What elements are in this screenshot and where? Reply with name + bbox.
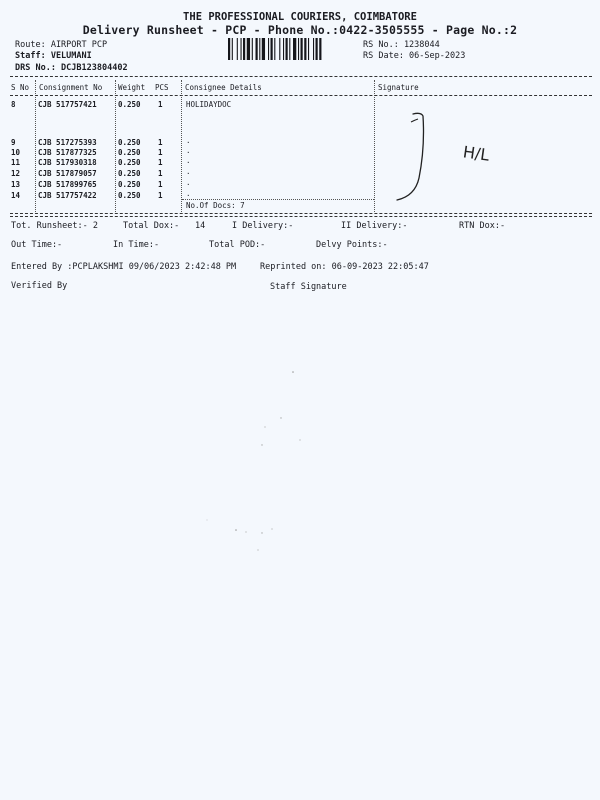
barcode-bar [247, 38, 250, 60]
barcode-bar [262, 38, 265, 60]
barcode-bar [259, 38, 260, 60]
cell-sno: 10 [11, 148, 21, 157]
cell-consignment: CJB 517877325 [38, 148, 97, 157]
barcode-bar [252, 38, 253, 60]
total-pod: Total POD:- [209, 240, 266, 250]
barcode-bar [232, 38, 233, 60]
cell-weight: 0.250 [118, 180, 141, 189]
barcode-bar [279, 38, 280, 60]
cell-sno: 8 [11, 100, 16, 109]
table-top-rule [10, 76, 592, 77]
cell-consignment: CJB 517879057 [38, 169, 97, 178]
total-dox-label: Total Dox:- [123, 221, 180, 231]
col-sep-3 [181, 80, 182, 212]
route-text: Route: AIRPORT PCP [15, 40, 108, 50]
barcode-bar [301, 38, 303, 60]
header-bottom-rule [10, 95, 592, 96]
barcode-bar [308, 38, 309, 60]
table-bottom-rule-2 [10, 216, 592, 217]
tot-runsheet: Tot. Runsheet:- 2 [11, 221, 98, 231]
barcode-bar [316, 38, 318, 60]
cell-consignment: CJB 517757422 [38, 191, 97, 200]
cell-consignment: CJB 517757421 [38, 100, 97, 109]
staff-text: Staff: VELUMANI [15, 51, 92, 61]
delvy-points: Delvy Points:- [316, 240, 388, 250]
barcode-bar [286, 38, 288, 60]
barcode-bar [237, 38, 238, 60]
cell-consignment: CJB 517930318 [38, 158, 97, 167]
barcode-bar [319, 38, 321, 60]
cell-sno: 9 [11, 138, 16, 147]
cell-weight: 0.250 [118, 169, 141, 178]
company-title: THE PROFESSIONAL COURIERS, COIMBATORE [183, 11, 417, 23]
rtn-dox: RTN Dox:- [459, 221, 506, 231]
ii-delivery: II Delivery:- [341, 221, 408, 231]
barcode-bar [243, 38, 245, 60]
cell-weight: 0.250 [118, 191, 141, 200]
reprinted-on: Reprinted on: 06-09-2023 22:05:47 [260, 262, 429, 272]
cell-pcs: 1 [158, 148, 163, 157]
col-sep-2 [115, 80, 116, 212]
col-header-pcs: PCS [155, 83, 169, 92]
barcode-bar [271, 38, 273, 60]
col-header-weight: Weight [118, 83, 146, 92]
barcode-bar [268, 38, 269, 60]
cell-consignee: . [186, 146, 191, 155]
drs-number: DRS No.: DCJB123804402 [15, 63, 128, 73]
out-time: Out Time:- [11, 240, 63, 250]
cell-sno: 11 [11, 158, 21, 167]
i-delivery: I Delivery:- [232, 221, 294, 231]
handwritten-signature [385, 108, 525, 208]
verified-by: Verified By [11, 281, 68, 291]
col-header-signature: Signature [378, 83, 419, 92]
cell-pcs: 1 [158, 180, 163, 189]
rs-date: RS Date: 06-Sep-2023 [363, 51, 466, 61]
barcode-bar [283, 38, 284, 60]
col-header-consignee: Consignee Details [185, 83, 262, 92]
cell-sno: 13 [11, 180, 21, 189]
cell-pcs: 1 [158, 100, 163, 109]
barcode-bar [293, 38, 296, 60]
cell-consignee: . [186, 178, 191, 187]
cell-consignee: . [186, 156, 191, 165]
barcode-bar [304, 38, 306, 60]
cell-weight: 0.250 [118, 148, 141, 157]
total-dox-value: 14 [195, 221, 206, 231]
barcode-bar [256, 38, 258, 60]
barcode-bar [241, 38, 242, 60]
entered-by: Entered By :PCPLAKSHMI 09/06/2023 2:42:48 PM [11, 262, 237, 272]
no-of-docs: No.Of Docs: 7 [186, 201, 245, 210]
cell-consignee: . [186, 136, 191, 145]
cell-weight: 0.250 [118, 158, 141, 167]
rs-number: RS No.: 1238044 [363, 40, 440, 50]
cell-consignment: CJB 517899765 [38, 180, 97, 189]
docs-rule [182, 199, 374, 200]
cell-sno: 14 [11, 191, 21, 200]
cell-pcs: 1 [158, 138, 163, 147]
cell-consignee: HOLIDAYDOC [186, 100, 232, 109]
cell-weight: 0.250 [118, 100, 141, 109]
table-bottom-rule [10, 213, 592, 214]
col-header-consignment: Consignment No [39, 83, 103, 92]
staff-signature-label: Staff Signature [270, 282, 347, 292]
barcode-bar [298, 38, 299, 60]
cell-pcs: 1 [158, 158, 163, 167]
col-sep-1 [35, 80, 36, 212]
runsheet-subtitle: Delivery Runsheet - PCP - Phone No.:0422-3505555 - Page No.:2 [82, 23, 518, 37]
barcode-bar [274, 38, 275, 60]
cell-consignee: . [186, 189, 191, 198]
barcode-bar [313, 38, 314, 60]
handwritten-mark: H/L [461, 142, 491, 165]
in-time: In Time:- [113, 240, 160, 250]
barcode [228, 38, 356, 60]
barcode-bar [228, 38, 230, 60]
cell-weight: 0.250 [118, 138, 141, 147]
col-sep-4 [374, 80, 375, 212]
col-header-sno: S No [11, 83, 30, 92]
barcode-bar [289, 38, 290, 60]
cell-pcs: 1 [158, 191, 163, 200]
cell-consignment: CJB 517275393 [38, 138, 97, 147]
cell-pcs: 1 [158, 169, 163, 178]
cell-sno: 12 [11, 169, 21, 178]
cell-consignee: . [186, 167, 191, 176]
